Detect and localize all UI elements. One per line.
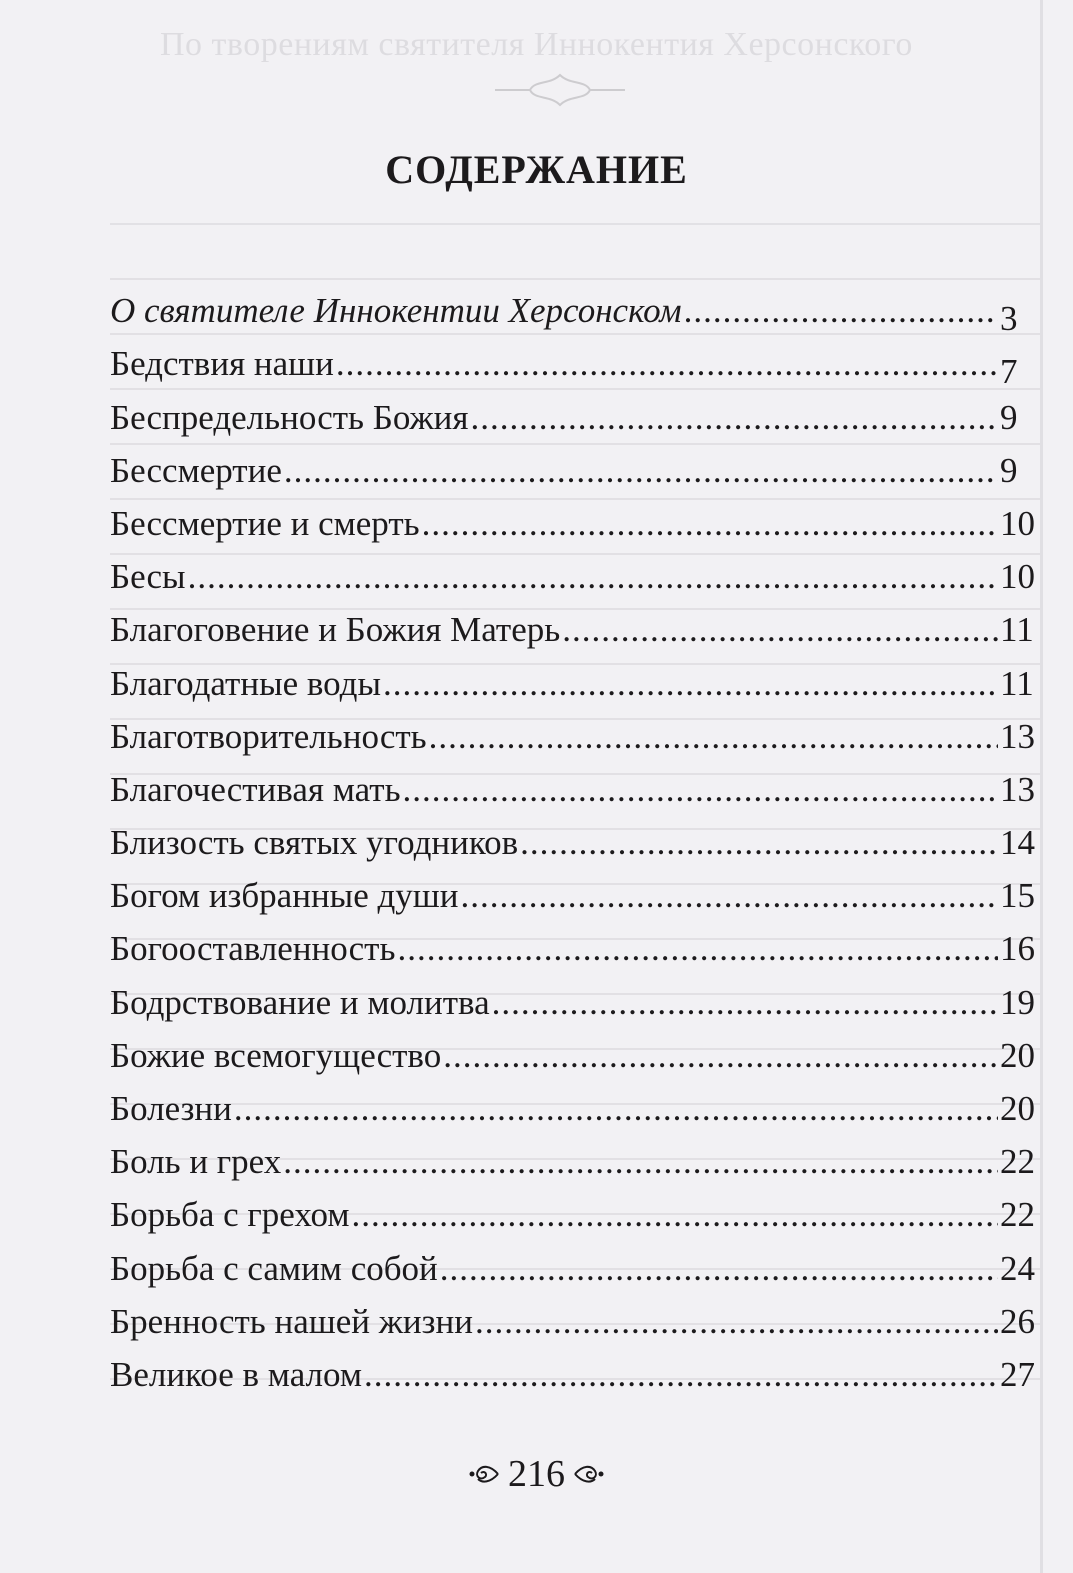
- toc-entry: [110, 863, 1035, 916]
- toc-entry-label: Бодрствование и молитва: [110, 982, 490, 1022]
- toc-entry: [110, 1235, 1035, 1288]
- toc-entry: [110, 916, 1035, 969]
- page-edge-rule: [1040, 0, 1043, 1573]
- toc-entry: [110, 438, 1016, 491]
- dot-leader: [352, 1195, 998, 1235]
- toc-entry-page-number: 20: [1000, 1035, 1035, 1075]
- toc-entry-label: Благочестивая мать: [110, 769, 401, 809]
- dot-leader: [188, 557, 998, 597]
- toc-entry-page-number: 11: [1000, 663, 1034, 703]
- dot-leader: [383, 664, 998, 704]
- toc-entry-page-number: 27: [1000, 1354, 1035, 1394]
- toc-entry-page-number: 15: [1000, 876, 1035, 916]
- toc-entry-page-number: 16: [1000, 929, 1035, 969]
- toc-entry-label: Благодатные воды: [110, 663, 381, 703]
- toc-entry-page-number: 3: [1000, 299, 1018, 339]
- table-of-contents: [110, 278, 1035, 1395]
- dot-leader: [364, 1355, 998, 1395]
- toc-entry-label: Божие всемогущество: [110, 1035, 442, 1075]
- toc-entry-page-number: 22: [1000, 1142, 1035, 1182]
- toc-entry-label: Бедствия наши: [110, 344, 334, 384]
- toc-entry: [110, 1076, 1035, 1129]
- header-ornament-icon: [490, 70, 630, 110]
- toc-entry-label: Благоговение и Божия Матерь: [110, 610, 561, 650]
- toc-entry: [110, 969, 1035, 1022]
- toc-entry-label: Беспредельность Божия: [110, 397, 469, 437]
- toc-entry: [110, 757, 1035, 810]
- toc-entry: [110, 650, 1034, 703]
- toc-entry-page-number: 7: [1000, 352, 1018, 392]
- dot-leader: [397, 929, 998, 969]
- toc-entry-label: Близость святых угодников: [110, 823, 519, 863]
- toc-entry: [110, 384, 1016, 437]
- dot-leader: [492, 983, 998, 1023]
- toc-entry-page-number: 9: [1000, 450, 1018, 490]
- toc-entry-label: Бессмертие: [110, 450, 282, 490]
- dot-leader: [234, 1089, 998, 1129]
- toc-entry-label: Богооставленность: [110, 929, 396, 969]
- toc-entry: [110, 597, 1034, 650]
- dot-leader: [562, 610, 998, 650]
- running-header: По творениям святителя Иннокентия Херсонского: [160, 26, 913, 63]
- dot-leader: [429, 717, 998, 757]
- dot-leader: [443, 1036, 998, 1076]
- toc-entry-page-number: 14: [1000, 823, 1035, 863]
- dot-leader: [403, 770, 998, 810]
- toc-entry: [110, 810, 1035, 863]
- dot-leader: [283, 1142, 998, 1182]
- toc-entry-label: Борьба с самим собой: [110, 1248, 438, 1288]
- toc-entry-label: Борьба с грехом: [110, 1195, 350, 1235]
- toc-entry: [110, 1342, 1035, 1395]
- toc-entry-page-number: 19: [1000, 982, 1035, 1022]
- toc-entry-page-number: 13: [1000, 716, 1035, 756]
- toc-entry: [110, 1182, 1035, 1235]
- toc-entry-label: Благотворительность: [110, 716, 427, 756]
- page-title: СОДЕРЖАНИЕ: [385, 147, 688, 192]
- toc-entry-page-number: 26: [1000, 1301, 1035, 1341]
- toc-entry: [110, 1289, 1035, 1342]
- toc-entry-page-number: 10: [1000, 557, 1035, 597]
- toc-entry: [110, 544, 1035, 597]
- toc-entry-page-number: 9: [1000, 397, 1018, 437]
- toc-entry-label: Великое в малом: [110, 1354, 362, 1394]
- dot-leader: [471, 398, 999, 438]
- dot-leader: [336, 344, 998, 384]
- toc-entry-page-number: 13: [1000, 769, 1035, 809]
- dot-leader: [440, 1249, 998, 1289]
- toc-entry: [110, 278, 1018, 339]
- right-flourish-icon: [571, 1459, 605, 1489]
- toc-entry-page-number: 24: [1000, 1248, 1035, 1288]
- toc-entry: [110, 1129, 1035, 1182]
- toc-entry-label: Боль и грех: [110, 1142, 282, 1182]
- toc-entry-page-number: 22: [1000, 1195, 1035, 1235]
- toc-entry-page-number: 10: [1000, 503, 1035, 543]
- toc-entry: [110, 491, 1035, 544]
- toc-entry-label: Болезни: [110, 1089, 232, 1128]
- dot-leader: [475, 1302, 998, 1342]
- dot-leader: [520, 823, 998, 863]
- dot-leader: [460, 876, 998, 916]
- toc-entry: [110, 704, 1035, 757]
- page-number: 216: [508, 1453, 565, 1495]
- toc-entry-label: О святителе Иннокентии Херсонском: [110, 291, 682, 331]
- toc-entry-page-number: 11: [1000, 610, 1034, 650]
- dot-leader: [684, 291, 998, 331]
- toc-entry-label: Бесы: [110, 557, 186, 597]
- left-flourish-icon: [468, 1459, 502, 1489]
- toc-entry-page-number: 20: [1000, 1089, 1035, 1128]
- toc-entry-label: Бессмертие и смерть: [110, 503, 420, 543]
- dot-leader: [422, 504, 998, 544]
- page-footer: [0, 1452, 1073, 1496]
- toc-entry: [110, 1023, 1035, 1076]
- toc-entry: [110, 331, 1018, 392]
- toc-entry-label: Бренность нашей жизни: [110, 1301, 473, 1341]
- toc-entry-label: Богом избранные души: [110, 876, 459, 916]
- dot-leader: [284, 451, 998, 491]
